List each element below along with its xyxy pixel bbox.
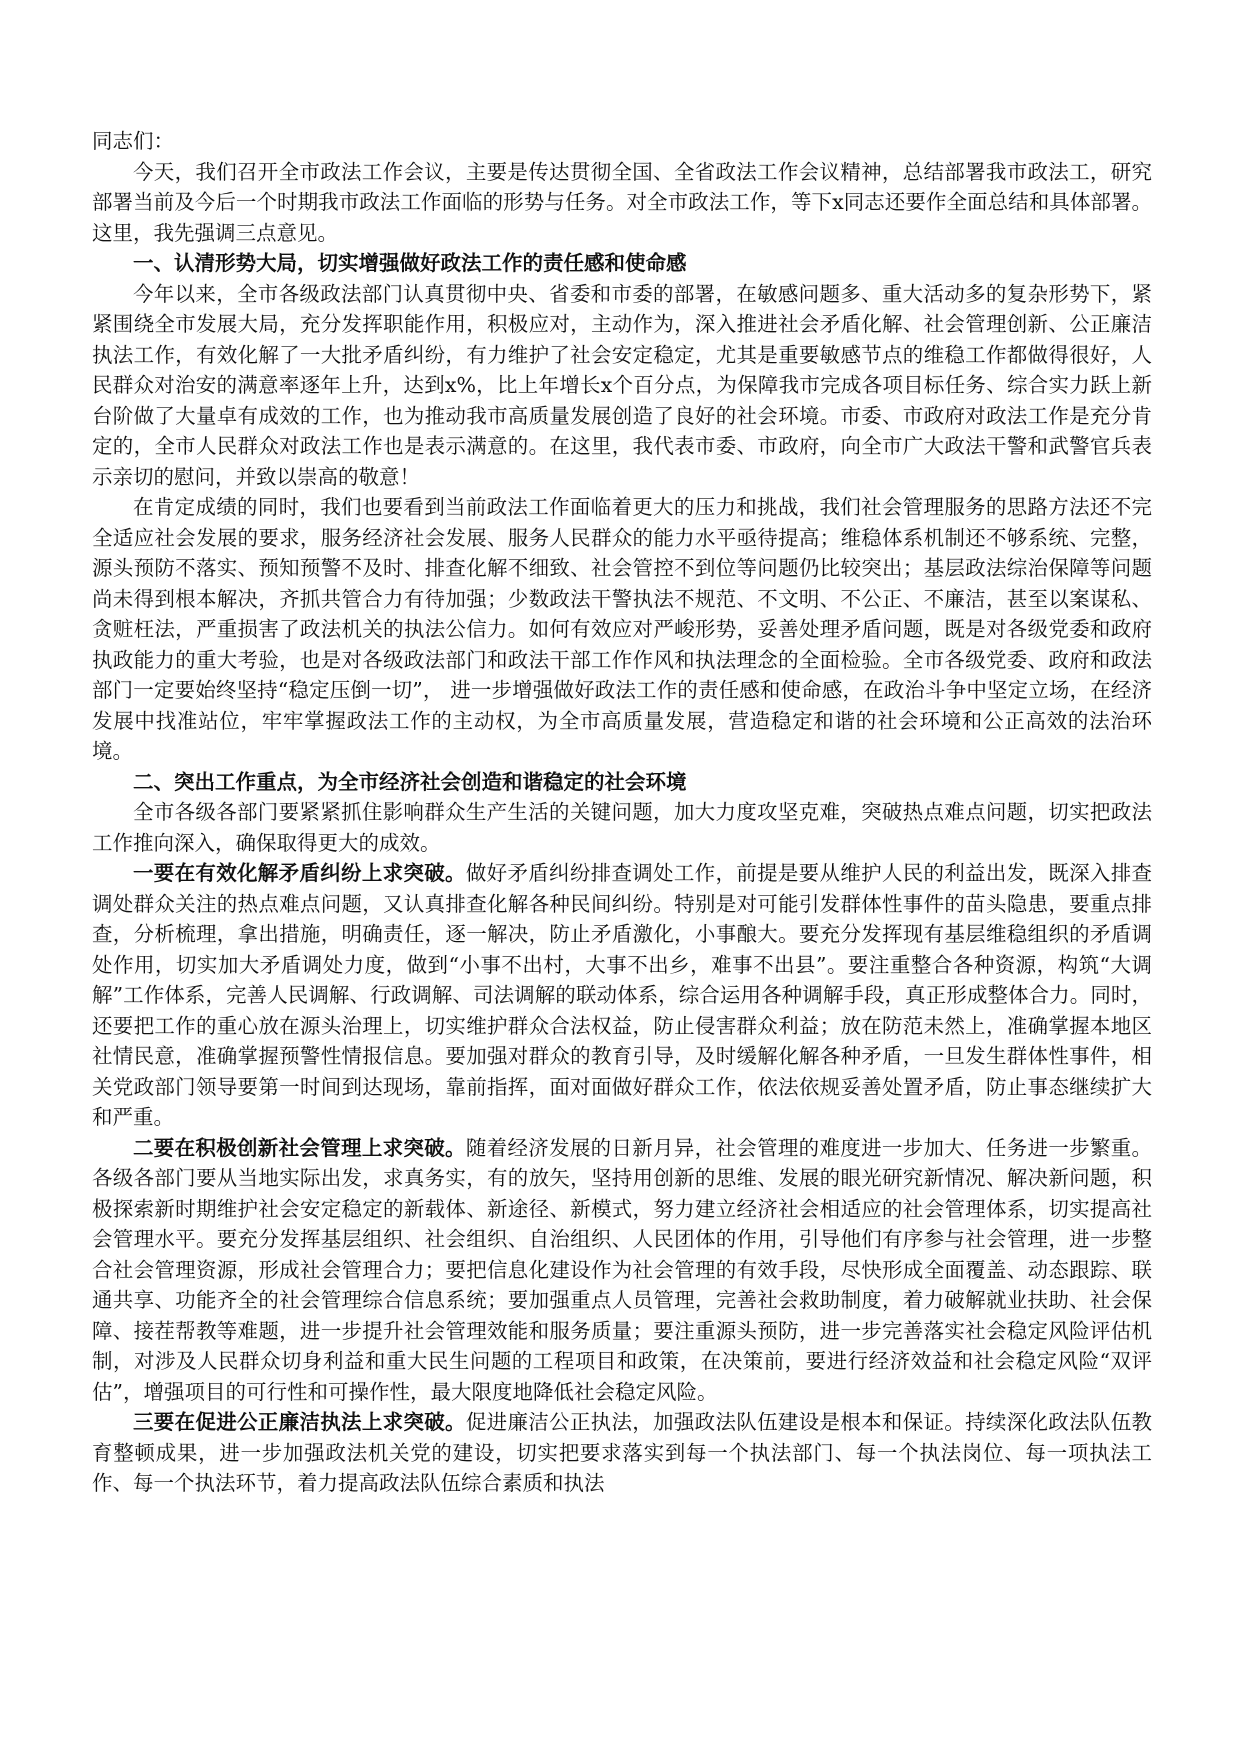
item-1-text: 做好矛盾纠纷排查调处工作，前提是要从维护人民的利益出发，既深入排查调处群众关注的热点难点问题，又认真排查化解各种民间纠纷。特别是对可能引发群体性事件的苗头隐患，要重点排查，分析梳理，拿出措施，明确责任，逐一解决，防止矛盾激化，小事酿大。要充分发挥现有基层维稳组织的矛盾调处作用，切实加大矛盾调处力度，做到“小事不出村，大事不出乡，难事不出县”。要注重整合各种资源，构筑“大调解”工作体系，完善人民调解、行政调解、司法调解的联动体系，综合运用各种调解手段，真正形成整体合力。同时，还要把工作的重心放在源头治理上，切实维护群众合法权益，防止侵害群众利益；放在防范未然上，准确掌握本地区社情民意，准确掌握预警性情报信息。要加强对群众的教育引导，及时缓解化解各种矛盾，一旦发生群体性事件，相关党政部门领导要第一时间到达现场，靠前指挥，面对面做好群众工作，依法依规妥善处置矛盾，防止事态继续扩大和严重。 (92, 861, 1153, 1129)
section-2-item-2 (92, 1133, 1152, 1408)
section-2-heading: 二、突出工作重点，为全市经济社会创造和谐稳定的社会环境 (133, 769, 687, 794)
item-1-lead: 一要在有效化解矛盾纠纷上求突破。 (133, 861, 466, 885)
item-3-text: 促进廉洁公正执法，加强政法队伍建设是根本和保证。持续深化政法队伍教育整顿成果，进一步加强政法机关党的建设，切实把要求落实到每一个执法部门、每一个执法岗位、每一项执法工作、每一个执法环节，着力提高政法队伍综合素质和执法 (92, 1410, 1153, 1495)
section-2-item-3 (92, 1407, 1152, 1499)
salutation: 同志们： (92, 129, 174, 153)
item-2-lead: 二要在积极创新社会管理上求突破。 (133, 1135, 466, 1160)
section-2-item-1 (92, 858, 1152, 1133)
section-1-paragraph-1: 今年以来，全市各级政法部门认真贯彻中央、省委和市委的部署，在敏感问题多、重大活动多的复杂形势下，紧紧围绕全市发展大局，充分发挥职能作用，积极应对，主动作为，深入推进社会矛盾化解、社会管理创新、公正廉洁执法工作，有效化解了一大批矛盾纠纷，有力维护了社会安定稳定，尤其是重要敏感节点的维稳工作都做得很好，人民群众对治安的满意率逐年上升，达到x%，比上年增长x个百分点，为保障我市完成各项目标任务、综合实力跃上新台阶做了大量卓有成效的工作，也为推动我市高质量发展创造了良好的社会环境。市委、市政府对政法工作是充分肯定的，全市人民群众对政法工作也是表示满意的。在这里，我代表市委、市政府，向全市广大政法干警和武警官兵表示亲切的慰问，并致以崇高的敬意！ (92, 281, 1152, 489)
section-1-heading: 一、认清形势大局，切实增强做好政法工作的责任感和使命感 (133, 251, 687, 275)
section-2-paragraph-1: 全市各级各部门要紧紧抓住影响群众生产生活的关键问题，加大力度攻坚克难，突破热点难点问题，切实把政法工作推向深入，确保取得更大的成效。 (92, 800, 1152, 855)
item-2-text: 随着经济发展的日新月异，社会管理的难度进一步加大、任务进一步繁重。各级各部门要从当地实际出发，求真务实，有的放矢，坚持用创新的思维、发展的眼光研究新情况、解决新问题，积极探索新时期维护社会安定稳定的新载体、新途径、新模式，努力建立经济社会相适应的社会管理体系，切实提高社会管理水平。要充分发挥基层组织、社会组织、自治组织、人民团体的作用，引导他们有序参与社会管理，进一步整合社会管理资源，形成社会管理合力；要把信息化建设作为社会管理的有效手段，尽快形成全面覆盖、动态跟踪、联通共享、功能齐全的社会管理综合信息系统；要加强重点人员管理，完善社会救助制度，着力破解就业扶助、社会保障、接茬帮教等难题，进一步提升社会管理效能和服务质量；要注重源头预防，进一步完善落实社会稳定风险评估机制，对涉及人民群众切身利益和重大民生问题的工程项目和政策，在决策前，要进行经济效益和社会稳定风险“双评估”，增强项目的可行性和可操作性，最大限度地降低社会稳定风险。 (92, 1135, 1153, 1404)
item-3-lead: 三要在促进公正廉洁执法上求突破。 (133, 1410, 466, 1434)
section-1-paragraph-2: 在肯定成绩的同时，我们也要看到当前政法工作面临着更大的压力和挑战，我们社会管理服务的思路方法还不完全适应社会发展的要求，服务经济社会发展、服务人民群众的能力水平亟待提高；维稳体系机制还不够系统、完整，源头预防不落实、预知预警不及时、排查化解不细致、社会管控不到位等问题仍比较突出；基层政法综治保障等问题尚未得到根本解决，齐抓共管合力有待加强；少数政法干警执法不规范、不文明、不公正、不廉洁，甚至以案谋私、贪赃枉法，严重损害了政法机关的执法公信力。如何有效应对严峻形势，妥善处理矛盾问题，既是对各级党委和政府执政能力的重大考验，也是对各级政法部门和政法干部工作作风和执法理念的全面检验。全市各级党委、政府和政法部门一定要始终坚持“稳定压倒一切”， 进一步增强做好政法工作的责任感和使命感，在政治斗争中坚定立场，在经济发展中找准站位，牢牢掌握政法工作的主动权，为全市高质量发展，营造稳定和谐的社会环境和公正高效的法治环境。 (92, 495, 1152, 763)
intro-paragraph: 今天，我们召开全市政法工作会议，主要是传达贯彻全国、全省政法工作会议精神，总结部署我市政法工，研究部署当前及今后一个时期我市政法工作面临的形势与任务。对全市政法工作，等下x同志还要作全面总结和具体部署。这里，我先强调三点意见。 (92, 159, 1152, 245)
